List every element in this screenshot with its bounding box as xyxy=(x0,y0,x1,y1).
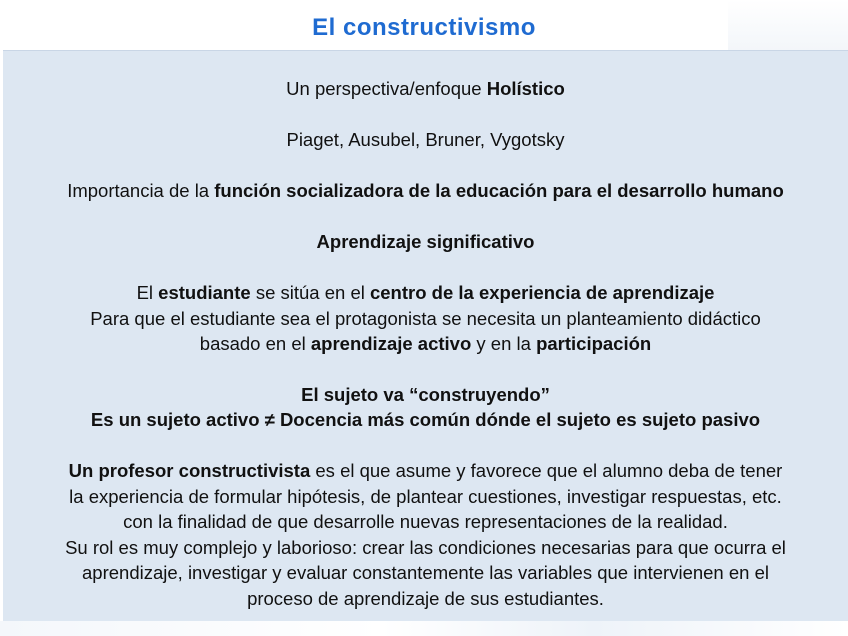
line-representations xyxy=(3,511,848,533)
line-complex-role xyxy=(3,537,848,559)
text-segment-bold: Aprendizaje significativo xyxy=(316,231,535,252)
line-teacher-role xyxy=(3,460,848,482)
text-segment-bold: centro de la experiencia de aprendizaje xyxy=(369,282,715,303)
text-segment-bold: Un profesor constructivista xyxy=(68,460,311,481)
text-segment: la experiencia de formular hipótesis, de plantear cuestiones, investigar respuestas, etc. xyxy=(69,486,782,507)
text-segment-bold: aprendizaje activo xyxy=(310,333,472,354)
text-segment: Importancia de la xyxy=(67,180,215,201)
line-student-center xyxy=(3,282,848,304)
text-segment: Su rol es muy complejo y laborioso: crear las condiciones necesarias para que ocurra el xyxy=(65,537,786,558)
text-segment: Piaget, Ausubel, Bruner, Vygotsky xyxy=(286,129,565,150)
line-constructing xyxy=(3,384,848,406)
text-segment: Para que el estudiante sea el protagonista se necesita un planteamiento didáctico xyxy=(90,308,761,329)
line-authors xyxy=(3,129,848,151)
text-segment: aprendizaje, investigar y evaluar constantemente las variables que intervienen en el xyxy=(82,562,769,583)
line-learning-process xyxy=(3,588,848,610)
text-segment: se sitúa en el xyxy=(250,282,370,303)
footer-strip xyxy=(0,621,848,636)
line-evaluate-variables xyxy=(3,562,848,584)
content-panel xyxy=(3,50,848,621)
text-segment: El xyxy=(136,282,159,303)
line-socializing-function xyxy=(3,180,848,202)
line-meaningful-learning xyxy=(3,231,848,253)
text-segment: es el que asume y favorece que el alumno deba de tener xyxy=(310,460,783,481)
line-protagonist xyxy=(3,308,848,330)
text-segment-bold: estudiante xyxy=(158,282,251,303)
text-segment: basado en el xyxy=(199,333,311,354)
text-segment-bold: función socializadora de la educación para el desarrollo humano xyxy=(214,180,784,201)
text-segment: proceso de aprendizaje de sus estudiantes. xyxy=(247,588,604,609)
text-segment: y en la xyxy=(471,333,537,354)
text-segment: Un perspectiva/enfoque xyxy=(286,78,487,99)
slide-title: El constructivismo xyxy=(312,14,536,41)
text-segment: con la finalidad de que desarrolle nuevas representaciones de la realidad. xyxy=(123,511,728,532)
line-active-learning xyxy=(3,333,848,355)
text-segment-bold: participación xyxy=(536,333,652,354)
text-segment-bold: Es un sujeto activo ≠ Docencia más común dónde el sujeto es sujeto pasivo xyxy=(90,409,761,430)
line-holistic xyxy=(3,78,848,100)
line-active-subject xyxy=(3,409,848,431)
text-segment-bold: Holístico xyxy=(486,78,565,99)
line-hypotheses xyxy=(3,486,848,508)
text-segment-bold: El sujeto va “construyendo” xyxy=(301,384,550,405)
